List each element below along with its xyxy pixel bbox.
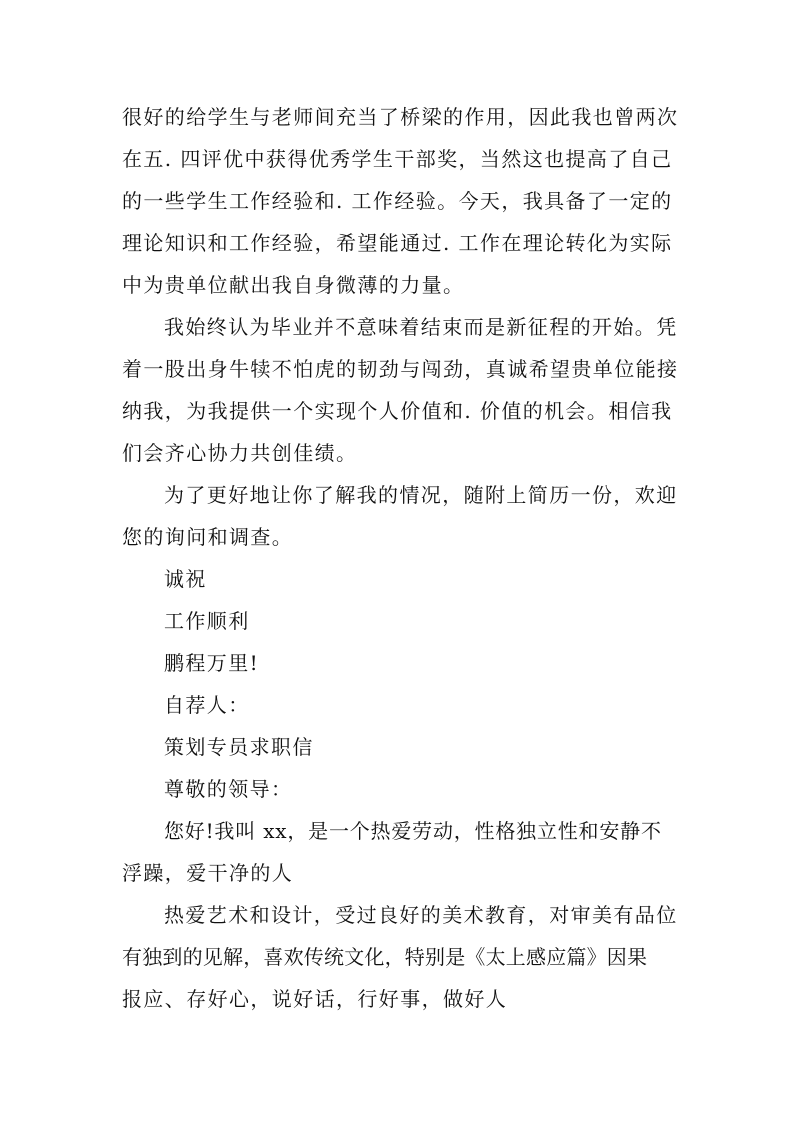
text-line: 的一些学生工作经验和. 工作经验。今天，我具备了一定的 (122, 189, 673, 213)
text-line: 在五. 四评优中获得优秀学生干部奖，当然这也提高了自己 (122, 147, 673, 171)
text-line: 您好!我叫 xx，是一个热爱劳动，性格独立性和安静不 (164, 819, 662, 843)
salutation: 尊敬的领导： (164, 777, 293, 801)
closing-line: 鹏程万里! (164, 651, 260, 675)
paragraph (122, 306, 678, 474)
text-line: 纳我，为我提供一个实现个人价值和. 价值的机会。相信我 (122, 399, 673, 423)
signature-line: 自荐人： (164, 693, 250, 717)
paragraph (122, 96, 678, 306)
paragraph (122, 474, 678, 558)
text-line: 热爱艺术和设计，受过良好的美术教育，对审美有品位 (164, 903, 678, 927)
text-line: 为了更好地让你了解我的情况，随附上简历一份，欢迎 (164, 483, 678, 507)
text-line: 浮躁，爱干净的人 (122, 861, 294, 885)
closing-line: 工作顺利 (164, 609, 250, 633)
document-body (122, 96, 678, 1020)
letter-title: 策划专员求职信 (164, 735, 314, 759)
text-line: 有独到的见解，喜欢传统文化，特别是《太上感应篇》因果 (122, 945, 648, 969)
text-line: 报应、存好心，说好话，行好事，做好人 (122, 987, 508, 1011)
paragraph (122, 810, 678, 894)
text-line: 很好的给学生与老师间充当了桥梁的作用，因此我也曾两次 (122, 105, 679, 129)
text-line: 着一股出身牛犊不怕虎的韧劲与闯劲，真诚希望贵单位能接 (122, 357, 679, 381)
text-line: 我始终认为毕业并不意味着结束而是新征程的开始。凭 (164, 315, 678, 339)
text-line: 们会齐心协力共创佳绩。 (122, 441, 358, 465)
text-line: 中为贵单位献出我自身微薄的力量。 (122, 273, 465, 297)
text-line: 理论知识和工作经验，希望能通过. 工作在理论转化为实际 (122, 231, 673, 255)
paragraph (122, 894, 678, 1020)
closing-line: 诚祝 (164, 567, 207, 591)
text-line: 您的询问和调查。 (122, 525, 294, 549)
